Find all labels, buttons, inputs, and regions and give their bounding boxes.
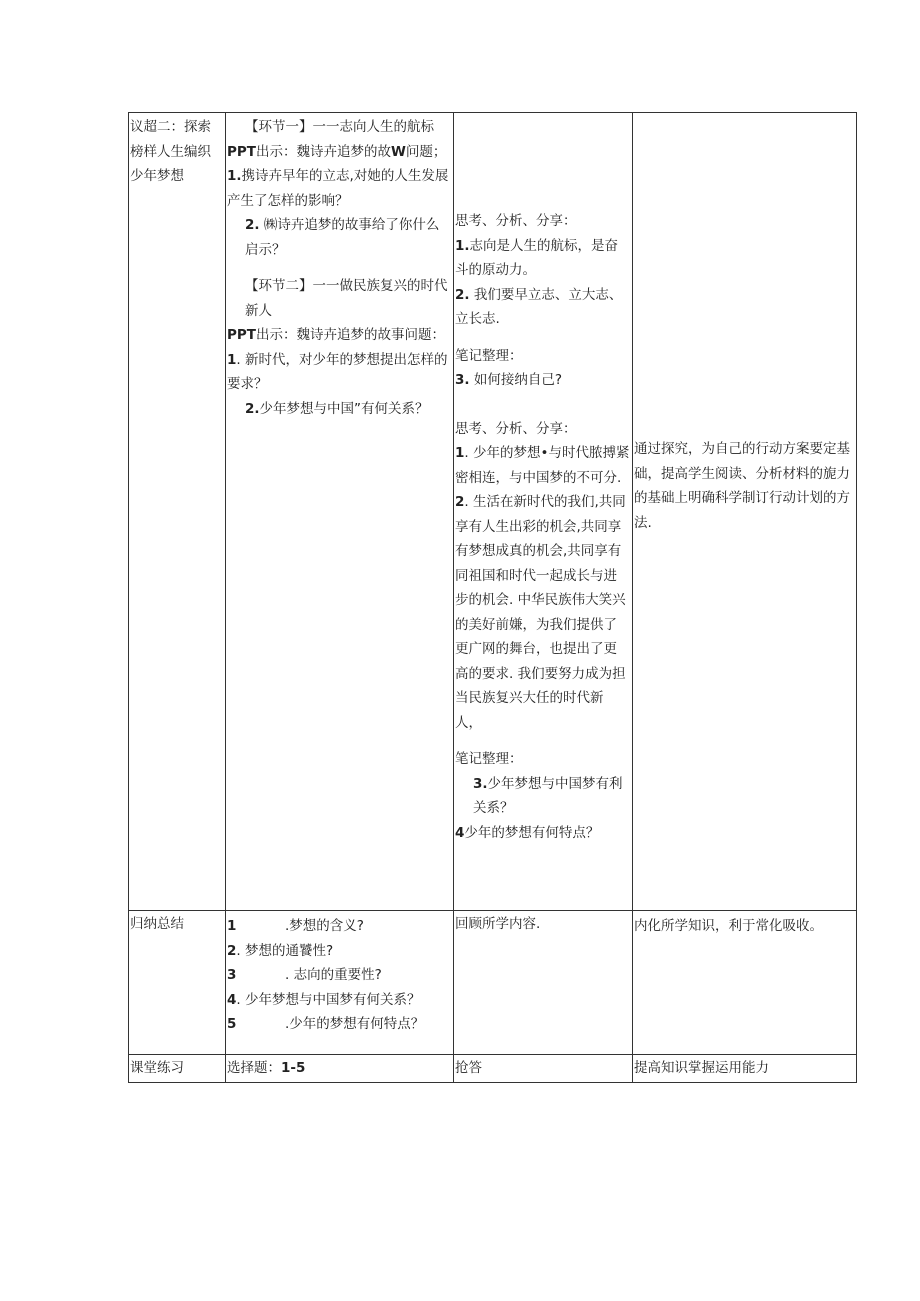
table-border-right <box>856 112 857 1083</box>
section1-question-2: 2. ㈱诗卉追梦的故事给了你什么启示？ <box>245 217 440 258</box>
section1-ppt-line: PPT出示：魏诗卉追梦的故W问题； <box>227 143 447 160</box>
summary-item: 1 .梦想的含义? <box>227 918 364 934</box>
row1-topic-cell <box>130 115 222 189</box>
lesson-table <box>128 112 857 1083</box>
row3-goal-cell <box>634 1056 854 1081</box>
col-divider-1 <box>225 112 226 1083</box>
answer-b1: 1. 少年的梦想•与时代脓搏紧密相连，与中国梦的不可分. <box>455 445 630 486</box>
think-heading-1: 思考、分析、分享： <box>455 213 577 229</box>
row-divider-1 <box>128 910 857 911</box>
answer-2: 2. 我们要早立志、立大志、立长志. <box>455 286 623 327</box>
row2-goal-text: 内化所学知识，利于常化吸收。 <box>634 918 823 934</box>
row2-topic-text: 归纳总结 <box>130 916 184 932</box>
section2-question-1: 1. 新时代，对少年的梦想提出怎样的要求？ <box>227 351 448 392</box>
answer-b3: 3.少年梦想与中国梦有利关系？ <box>473 775 623 816</box>
col-divider-2 <box>453 112 454 1083</box>
row1-goal-text: 通过探究，为自己的行动方案要定基础，提高学生阅读、分析材料的旎力的基础上明确科学制订行动计划的方法. <box>634 441 850 531</box>
section2-title: 【环节二】一一做民族复兴的时代新人 <box>245 278 448 319</box>
row1-goal-cell <box>634 437 854 535</box>
section2-question-2: 2.少年梦想与中国”有何关系？ <box>245 400 429 417</box>
row3-topic-cell <box>130 1056 222 1081</box>
row2-student-cell <box>455 912 630 937</box>
answer-3: 3. 如何接纳自己? <box>455 372 562 388</box>
summary-list <box>227 914 451 1037</box>
section2-ppt-line: PPT出示：魏诗卉追梦的故事问题： <box>227 327 445 343</box>
row3-goal-text: 提高知识掌握运用能力 <box>634 1060 769 1076</box>
table-border-bottom <box>128 1082 857 1083</box>
row2-student-text: 回顾所学内容. <box>455 916 541 932</box>
answer-b4: 4少年的梦想有何特点？ <box>455 824 600 841</box>
row3-student-text: 抢答 <box>455 1060 482 1076</box>
note-heading-2: 笔记整理： <box>455 751 523 767</box>
table-border-left <box>128 112 129 1083</box>
summary-item: 3 . 志向的重要性? <box>227 967 382 983</box>
think-heading-2: 思考、分析、分享： <box>455 420 577 437</box>
row3-activity-cell <box>227 1056 451 1081</box>
row1-activity-cell <box>227 115 451 421</box>
section1-title: 【环节一】一一志向人生的航标 <box>245 119 434 135</box>
summary-item: 2. 梦想的通饕性? <box>227 942 334 959</box>
row-divider-2 <box>128 1054 857 1055</box>
table-border-top <box>128 112 857 113</box>
summary-item: 5 .少年的梦想有何特点？ <box>227 1016 425 1032</box>
row1-topic-text: 议超二：探索榜样人生编织少年梦想 <box>130 119 211 184</box>
row3-activity-text: 选择题：1-5 <box>227 1060 306 1076</box>
col-divider-3 <box>632 112 633 1083</box>
row3-student-cell <box>455 1056 630 1081</box>
row2-topic-cell <box>130 912 222 937</box>
summary-item: 4. 少年梦想与中国梦有何关系？ <box>227 991 421 1008</box>
row2-goal-cell <box>634 914 854 939</box>
note-heading-1: 笔记整理： <box>455 347 523 364</box>
section1-question-1: 1.携诗卉早年的立志,对她的人生发展产生了怎样的影响？ <box>227 168 449 209</box>
answer-b2: 2. 生活在新时代的我们,共同享有人生出彩的机会,共同享有梦想成真的机会,共同享有同祖国和时代一起成长与进步的机会. 中华民族伟大笑兴的美好前嫌，为我们提供了更广网的舞台，也提出了更高的要求. 我们要努力成为担当民族复兴大任的时代新人， <box>455 494 626 731</box>
answer-1: 1.志向是人生的航标，是奋斗的原动力。 <box>455 237 619 278</box>
row3-topic-text: 课堂练习 <box>130 1060 184 1076</box>
row1-student-cell <box>455 209 630 845</box>
